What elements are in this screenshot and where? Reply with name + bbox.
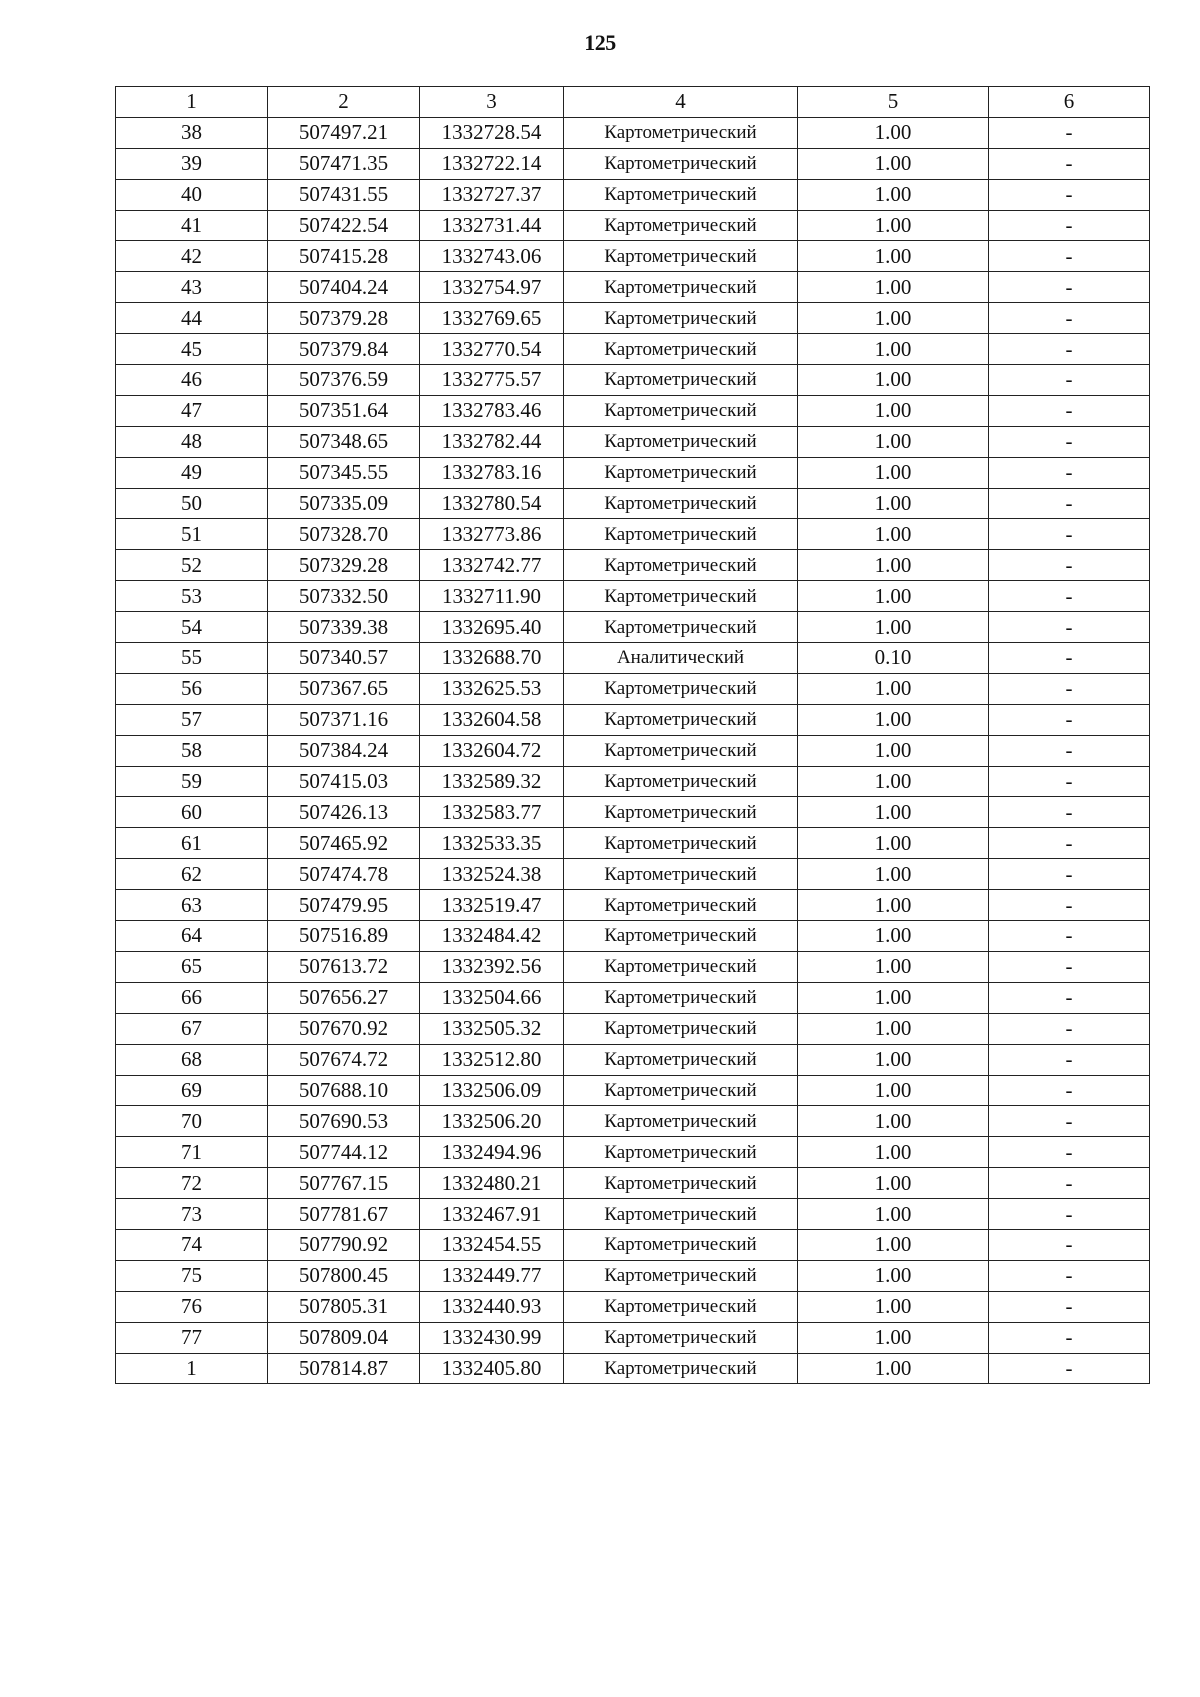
table-row — [116, 1044, 1150, 1075]
accuracy-cell: 1.00 — [798, 612, 989, 643]
method-cell: Картометрический — [564, 859, 798, 890]
point-number-cell: 42 — [116, 241, 268, 272]
table-row — [116, 1075, 1150, 1106]
accuracy-cell: 1.00 — [798, 1322, 989, 1353]
accuracy-cell: 1.00 — [798, 1229, 989, 1260]
method-cell: Картометрический — [564, 272, 798, 303]
x-coordinate-cell: 507379.84 — [268, 334, 420, 365]
accuracy-cell: 1.00 — [798, 179, 989, 210]
point-number-cell: 48 — [116, 426, 268, 457]
note-cell: - — [989, 303, 1150, 334]
table-row — [116, 457, 1150, 488]
method-cell: Картометрический — [564, 982, 798, 1013]
x-coordinate-cell: 507415.28 — [268, 241, 420, 272]
table-row — [116, 951, 1150, 982]
table-row — [116, 890, 1150, 921]
note-cell: - — [989, 1013, 1150, 1044]
point-number-cell: 41 — [116, 210, 268, 241]
point-number-cell: 54 — [116, 612, 268, 643]
y-coordinate-cell: 1332430.99 — [420, 1322, 564, 1353]
note-cell: - — [989, 272, 1150, 303]
method-cell: Картометрический — [564, 1106, 798, 1137]
note-cell: - — [989, 395, 1150, 426]
accuracy-cell: 1.00 — [798, 704, 989, 735]
accuracy-cell: 1.00 — [798, 365, 989, 396]
header-cell: 1 — [116, 87, 268, 118]
method-cell: Картометрический — [564, 1291, 798, 1322]
method-cell: Картометрический — [564, 334, 798, 365]
table-row — [116, 704, 1150, 735]
table-row — [116, 828, 1150, 859]
x-coordinate-cell: 507809.04 — [268, 1322, 420, 1353]
note-cell: - — [989, 1260, 1150, 1291]
point-number-cell: 38 — [116, 117, 268, 148]
x-coordinate-cell: 507328.70 — [268, 519, 420, 550]
x-coordinate-cell: 507465.92 — [268, 828, 420, 859]
method-cell: Картометрический — [564, 1013, 798, 1044]
y-coordinate-cell: 1332769.65 — [420, 303, 564, 334]
point-number-cell: 63 — [116, 890, 268, 921]
point-number-cell: 64 — [116, 921, 268, 952]
point-number-cell: 77 — [116, 1322, 268, 1353]
accuracy-cell: 1.00 — [798, 1106, 989, 1137]
point-number-cell: 50 — [116, 488, 268, 519]
note-cell: - — [989, 488, 1150, 519]
y-coordinate-cell: 1332728.54 — [420, 117, 564, 148]
y-coordinate-cell: 1332480.21 — [420, 1168, 564, 1199]
accuracy-cell: 1.00 — [798, 272, 989, 303]
method-cell: Картометрический — [564, 179, 798, 210]
y-coordinate-cell: 1332773.86 — [420, 519, 564, 550]
note-cell: - — [989, 117, 1150, 148]
point-number-cell: 61 — [116, 828, 268, 859]
table-row — [116, 272, 1150, 303]
method-cell: Картометрический — [564, 488, 798, 519]
table-row — [116, 550, 1150, 581]
method-cell: Аналитический — [564, 643, 798, 674]
method-cell: Картометрический — [564, 797, 798, 828]
method-cell: Картометрический — [564, 1075, 798, 1106]
x-coordinate-cell: 507479.95 — [268, 890, 420, 921]
accuracy-cell: 1.00 — [798, 951, 989, 982]
point-number-cell: 68 — [116, 1044, 268, 1075]
accuracy-cell: 1.00 — [798, 673, 989, 704]
note-cell: - — [989, 951, 1150, 982]
note-cell: - — [989, 859, 1150, 890]
point-number-cell: 56 — [116, 673, 268, 704]
point-number-cell: 49 — [116, 457, 268, 488]
method-cell: Картометрический — [564, 1260, 798, 1291]
note-cell: - — [989, 643, 1150, 674]
table-row — [116, 581, 1150, 612]
method-cell: Картометрический — [564, 1229, 798, 1260]
note-cell: - — [989, 1229, 1150, 1260]
note-cell: - — [989, 612, 1150, 643]
header-cell: 5 — [798, 87, 989, 118]
table-row — [116, 673, 1150, 704]
note-cell: - — [989, 1353, 1150, 1384]
table-header — [116, 87, 1150, 118]
method-cell: Картометрический — [564, 673, 798, 704]
point-number-cell: 62 — [116, 859, 268, 890]
x-coordinate-cell: 507516.89 — [268, 921, 420, 952]
note-cell: - — [989, 1075, 1150, 1106]
y-coordinate-cell: 1332533.35 — [420, 828, 564, 859]
note-cell: - — [989, 334, 1150, 365]
accuracy-cell: 1.00 — [798, 859, 989, 890]
page-number: 125 — [584, 30, 616, 55]
note-cell: - — [989, 1199, 1150, 1230]
x-coordinate-cell: 507814.87 — [268, 1353, 420, 1384]
x-coordinate-cell: 507656.27 — [268, 982, 420, 1013]
y-coordinate-cell: 1332743.06 — [420, 241, 564, 272]
method-cell: Картометрический — [564, 117, 798, 148]
x-coordinate-cell: 507431.55 — [268, 179, 420, 210]
accuracy-cell: 1.00 — [798, 735, 989, 766]
note-cell: - — [989, 210, 1150, 241]
y-coordinate-cell: 1332604.72 — [420, 735, 564, 766]
note-cell: - — [989, 1137, 1150, 1168]
x-coordinate-cell: 507674.72 — [268, 1044, 420, 1075]
y-coordinate-cell: 1332583.77 — [420, 797, 564, 828]
y-coordinate-cell: 1332589.32 — [420, 766, 564, 797]
note-cell: - — [989, 179, 1150, 210]
table-row — [116, 1199, 1150, 1230]
point-number-cell: 75 — [116, 1260, 268, 1291]
accuracy-cell: 1.00 — [798, 457, 989, 488]
y-coordinate-cell: 1332484.42 — [420, 921, 564, 952]
note-cell: - — [989, 1044, 1150, 1075]
point-number-cell: 58 — [116, 735, 268, 766]
table-row — [116, 859, 1150, 890]
x-coordinate-cell: 507426.13 — [268, 797, 420, 828]
y-coordinate-cell: 1332727.37 — [420, 179, 564, 210]
coordinates-table — [115, 86, 1150, 1384]
x-coordinate-cell: 507371.16 — [268, 704, 420, 735]
table-row — [116, 1168, 1150, 1199]
y-coordinate-cell: 1332494.96 — [420, 1137, 564, 1168]
note-cell: - — [989, 704, 1150, 735]
table-row — [116, 797, 1150, 828]
point-number-cell: 65 — [116, 951, 268, 982]
method-cell: Картометрический — [564, 766, 798, 797]
method-cell: Картометрический — [564, 457, 798, 488]
point-number-cell: 74 — [116, 1229, 268, 1260]
note-cell: - — [989, 581, 1150, 612]
table-row — [116, 488, 1150, 519]
method-cell: Картометрический — [564, 365, 798, 396]
point-number-cell: 44 — [116, 303, 268, 334]
y-coordinate-cell: 1332524.38 — [420, 859, 564, 890]
accuracy-cell: 1.00 — [798, 395, 989, 426]
y-coordinate-cell: 1332506.09 — [420, 1075, 564, 1106]
note-cell: - — [989, 735, 1150, 766]
table-row — [116, 148, 1150, 179]
x-coordinate-cell: 507367.65 — [268, 673, 420, 704]
method-cell: Картометрический — [564, 704, 798, 735]
method-cell: Картометрический — [564, 550, 798, 581]
table-row — [116, 210, 1150, 241]
y-coordinate-cell: 1332506.20 — [420, 1106, 564, 1137]
y-coordinate-cell: 1332782.44 — [420, 426, 564, 457]
x-coordinate-cell: 507744.12 — [268, 1137, 420, 1168]
x-coordinate-cell: 507471.35 — [268, 148, 420, 179]
method-cell: Картометрический — [564, 735, 798, 766]
accuracy-cell: 1.00 — [798, 241, 989, 272]
y-coordinate-cell: 1332519.47 — [420, 890, 564, 921]
y-coordinate-cell: 1332695.40 — [420, 612, 564, 643]
accuracy-cell: 1.00 — [798, 982, 989, 1013]
x-coordinate-cell: 507415.03 — [268, 766, 420, 797]
method-cell: Картометрический — [564, 519, 798, 550]
x-coordinate-cell: 507329.28 — [268, 550, 420, 581]
note-cell: - — [989, 148, 1150, 179]
x-coordinate-cell: 507348.65 — [268, 426, 420, 457]
method-cell: Картометрический — [564, 581, 798, 612]
note-cell: - — [989, 550, 1150, 581]
note-cell: - — [989, 1168, 1150, 1199]
x-coordinate-cell: 507345.55 — [268, 457, 420, 488]
table-row — [116, 643, 1150, 674]
x-coordinate-cell: 507351.64 — [268, 395, 420, 426]
method-cell: Картометрический — [564, 426, 798, 457]
table-row — [116, 426, 1150, 457]
y-coordinate-cell: 1332604.58 — [420, 704, 564, 735]
point-number-cell: 59 — [116, 766, 268, 797]
accuracy-cell: 1.00 — [798, 334, 989, 365]
method-cell: Картометрический — [564, 612, 798, 643]
method-cell: Картометрический — [564, 1044, 798, 1075]
method-cell: Картометрический — [564, 1353, 798, 1384]
accuracy-cell: 1.00 — [798, 148, 989, 179]
x-coordinate-cell: 507690.53 — [268, 1106, 420, 1137]
y-coordinate-cell: 1332742.77 — [420, 550, 564, 581]
table-row — [116, 395, 1150, 426]
table-row — [116, 766, 1150, 797]
accuracy-cell: 1.00 — [798, 1199, 989, 1230]
table-row — [116, 365, 1150, 396]
table-row — [116, 1291, 1150, 1322]
header-cell: 4 — [564, 87, 798, 118]
note-cell: - — [989, 766, 1150, 797]
table-row — [116, 735, 1150, 766]
x-coordinate-cell: 507613.72 — [268, 951, 420, 982]
x-coordinate-cell: 507688.10 — [268, 1075, 420, 1106]
x-coordinate-cell: 507332.50 — [268, 581, 420, 612]
accuracy-cell: 1.00 — [798, 303, 989, 334]
point-number-cell: 46 — [116, 365, 268, 396]
point-number-cell: 40 — [116, 179, 268, 210]
note-cell: - — [989, 1291, 1150, 1322]
accuracy-cell: 1.00 — [798, 426, 989, 457]
table-row — [116, 1260, 1150, 1291]
point-number-cell: 45 — [116, 334, 268, 365]
x-coordinate-cell: 507805.31 — [268, 1291, 420, 1322]
x-coordinate-cell: 507767.15 — [268, 1168, 420, 1199]
table-body — [116, 117, 1150, 1384]
point-number-cell: 73 — [116, 1199, 268, 1230]
accuracy-cell: 1.00 — [798, 117, 989, 148]
method-cell: Картометрический — [564, 148, 798, 179]
y-coordinate-cell: 1332405.80 — [420, 1353, 564, 1384]
x-coordinate-cell: 507379.28 — [268, 303, 420, 334]
method-cell: Картометрический — [564, 303, 798, 334]
point-number-cell: 66 — [116, 982, 268, 1013]
method-cell: Картометрический — [564, 890, 798, 921]
x-coordinate-cell: 507376.59 — [268, 365, 420, 396]
table-row — [116, 1137, 1150, 1168]
note-cell: - — [989, 519, 1150, 550]
accuracy-cell: 1.00 — [798, 921, 989, 952]
point-number-cell: 57 — [116, 704, 268, 735]
note-cell: - — [989, 1106, 1150, 1137]
point-number-cell: 39 — [116, 148, 268, 179]
x-coordinate-cell: 507335.09 — [268, 488, 420, 519]
y-coordinate-cell: 1332722.14 — [420, 148, 564, 179]
point-number-cell: 72 — [116, 1168, 268, 1199]
method-cell: Картометрический — [564, 1199, 798, 1230]
point-number-cell: 51 — [116, 519, 268, 550]
y-coordinate-cell: 1332454.55 — [420, 1229, 564, 1260]
y-coordinate-cell: 1332625.53 — [420, 673, 564, 704]
accuracy-cell: 1.00 — [798, 1353, 989, 1384]
x-coordinate-cell: 507384.24 — [268, 735, 420, 766]
note-cell: - — [989, 1322, 1150, 1353]
point-number-cell: 69 — [116, 1075, 268, 1106]
table-row — [116, 179, 1150, 210]
y-coordinate-cell: 1332783.46 — [420, 395, 564, 426]
header-row — [116, 87, 1150, 118]
accuracy-cell: 1.00 — [798, 581, 989, 612]
x-coordinate-cell: 507497.21 — [268, 117, 420, 148]
method-cell: Картометрический — [564, 241, 798, 272]
note-cell: - — [989, 982, 1150, 1013]
note-cell: - — [989, 890, 1150, 921]
x-coordinate-cell: 507422.54 — [268, 210, 420, 241]
y-coordinate-cell: 1332440.93 — [420, 1291, 564, 1322]
note-cell: - — [989, 797, 1150, 828]
table-row — [116, 1106, 1150, 1137]
method-cell: Картометрический — [564, 1137, 798, 1168]
table-row — [116, 921, 1150, 952]
y-coordinate-cell: 1332512.80 — [420, 1044, 564, 1075]
point-number-cell: 47 — [116, 395, 268, 426]
method-cell: Картометрический — [564, 951, 798, 982]
accuracy-cell: 1.00 — [798, 210, 989, 241]
accuracy-cell: 1.00 — [798, 766, 989, 797]
accuracy-cell: 1.00 — [798, 488, 989, 519]
x-coordinate-cell: 507474.78 — [268, 859, 420, 890]
method-cell: Картометрический — [564, 1168, 798, 1199]
note-cell: - — [989, 828, 1150, 859]
point-number-cell: 43 — [116, 272, 268, 303]
point-number-cell: 1 — [116, 1353, 268, 1384]
accuracy-cell: 0.10 — [798, 643, 989, 674]
point-number-cell: 67 — [116, 1013, 268, 1044]
accuracy-cell: 1.00 — [798, 550, 989, 581]
header-cell: 6 — [989, 87, 1150, 118]
x-coordinate-cell: 507340.57 — [268, 643, 420, 674]
y-coordinate-cell: 1332467.91 — [420, 1199, 564, 1230]
point-number-cell: 55 — [116, 643, 268, 674]
note-cell: - — [989, 241, 1150, 272]
accuracy-cell: 1.00 — [798, 797, 989, 828]
accuracy-cell: 1.00 — [798, 519, 989, 550]
y-coordinate-cell: 1332770.54 — [420, 334, 564, 365]
point-number-cell: 52 — [116, 550, 268, 581]
table-row — [116, 1013, 1150, 1044]
y-coordinate-cell: 1332505.32 — [420, 1013, 564, 1044]
accuracy-cell: 1.00 — [798, 1291, 989, 1322]
point-number-cell: 71 — [116, 1137, 268, 1168]
method-cell: Картометрический — [564, 1322, 798, 1353]
table-row — [116, 1229, 1150, 1260]
note-cell: - — [989, 673, 1150, 704]
table-row — [116, 117, 1150, 148]
point-number-cell: 76 — [116, 1291, 268, 1322]
x-coordinate-cell: 507404.24 — [268, 272, 420, 303]
accuracy-cell: 1.00 — [798, 1075, 989, 1106]
y-coordinate-cell: 1332731.44 — [420, 210, 564, 241]
x-coordinate-cell: 507800.45 — [268, 1260, 420, 1291]
y-coordinate-cell: 1332392.56 — [420, 951, 564, 982]
y-coordinate-cell: 1332783.16 — [420, 457, 564, 488]
point-number-cell: 60 — [116, 797, 268, 828]
table-row — [116, 982, 1150, 1013]
method-cell: Картометрический — [564, 395, 798, 426]
table-row — [116, 241, 1150, 272]
y-coordinate-cell: 1332688.70 — [420, 643, 564, 674]
x-coordinate-cell: 507790.92 — [268, 1229, 420, 1260]
header-cell: 3 — [420, 87, 564, 118]
method-cell: Картометрический — [564, 828, 798, 859]
accuracy-cell: 1.00 — [798, 1137, 989, 1168]
accuracy-cell: 1.00 — [798, 890, 989, 921]
y-coordinate-cell: 1332780.54 — [420, 488, 564, 519]
y-coordinate-cell: 1332754.97 — [420, 272, 564, 303]
note-cell: - — [989, 457, 1150, 488]
y-coordinate-cell: 1332504.66 — [420, 982, 564, 1013]
point-number-cell: 70 — [116, 1106, 268, 1137]
table-row — [116, 334, 1150, 365]
table-row — [116, 303, 1150, 334]
y-coordinate-cell: 1332449.77 — [420, 1260, 564, 1291]
note-cell: - — [989, 921, 1150, 952]
accuracy-cell: 1.00 — [798, 1260, 989, 1291]
point-number-cell: 53 — [116, 581, 268, 612]
table-row — [116, 519, 1150, 550]
method-cell: Картометрический — [564, 210, 798, 241]
x-coordinate-cell: 507781.67 — [268, 1199, 420, 1230]
table-row — [116, 1353, 1150, 1384]
accuracy-cell: 1.00 — [798, 1044, 989, 1075]
accuracy-cell: 1.00 — [798, 1013, 989, 1044]
accuracy-cell: 1.00 — [798, 1168, 989, 1199]
y-coordinate-cell: 1332775.57 — [420, 365, 564, 396]
table-row — [116, 612, 1150, 643]
note-cell: - — [989, 426, 1150, 457]
table-row — [116, 1322, 1150, 1353]
y-coordinate-cell: 1332711.90 — [420, 581, 564, 612]
method-cell: Картометрический — [564, 921, 798, 952]
header-cell: 2 — [268, 87, 420, 118]
x-coordinate-cell: 507339.38 — [268, 612, 420, 643]
accuracy-cell: 1.00 — [798, 828, 989, 859]
note-cell: - — [989, 365, 1150, 396]
x-coordinate-cell: 507670.92 — [268, 1013, 420, 1044]
